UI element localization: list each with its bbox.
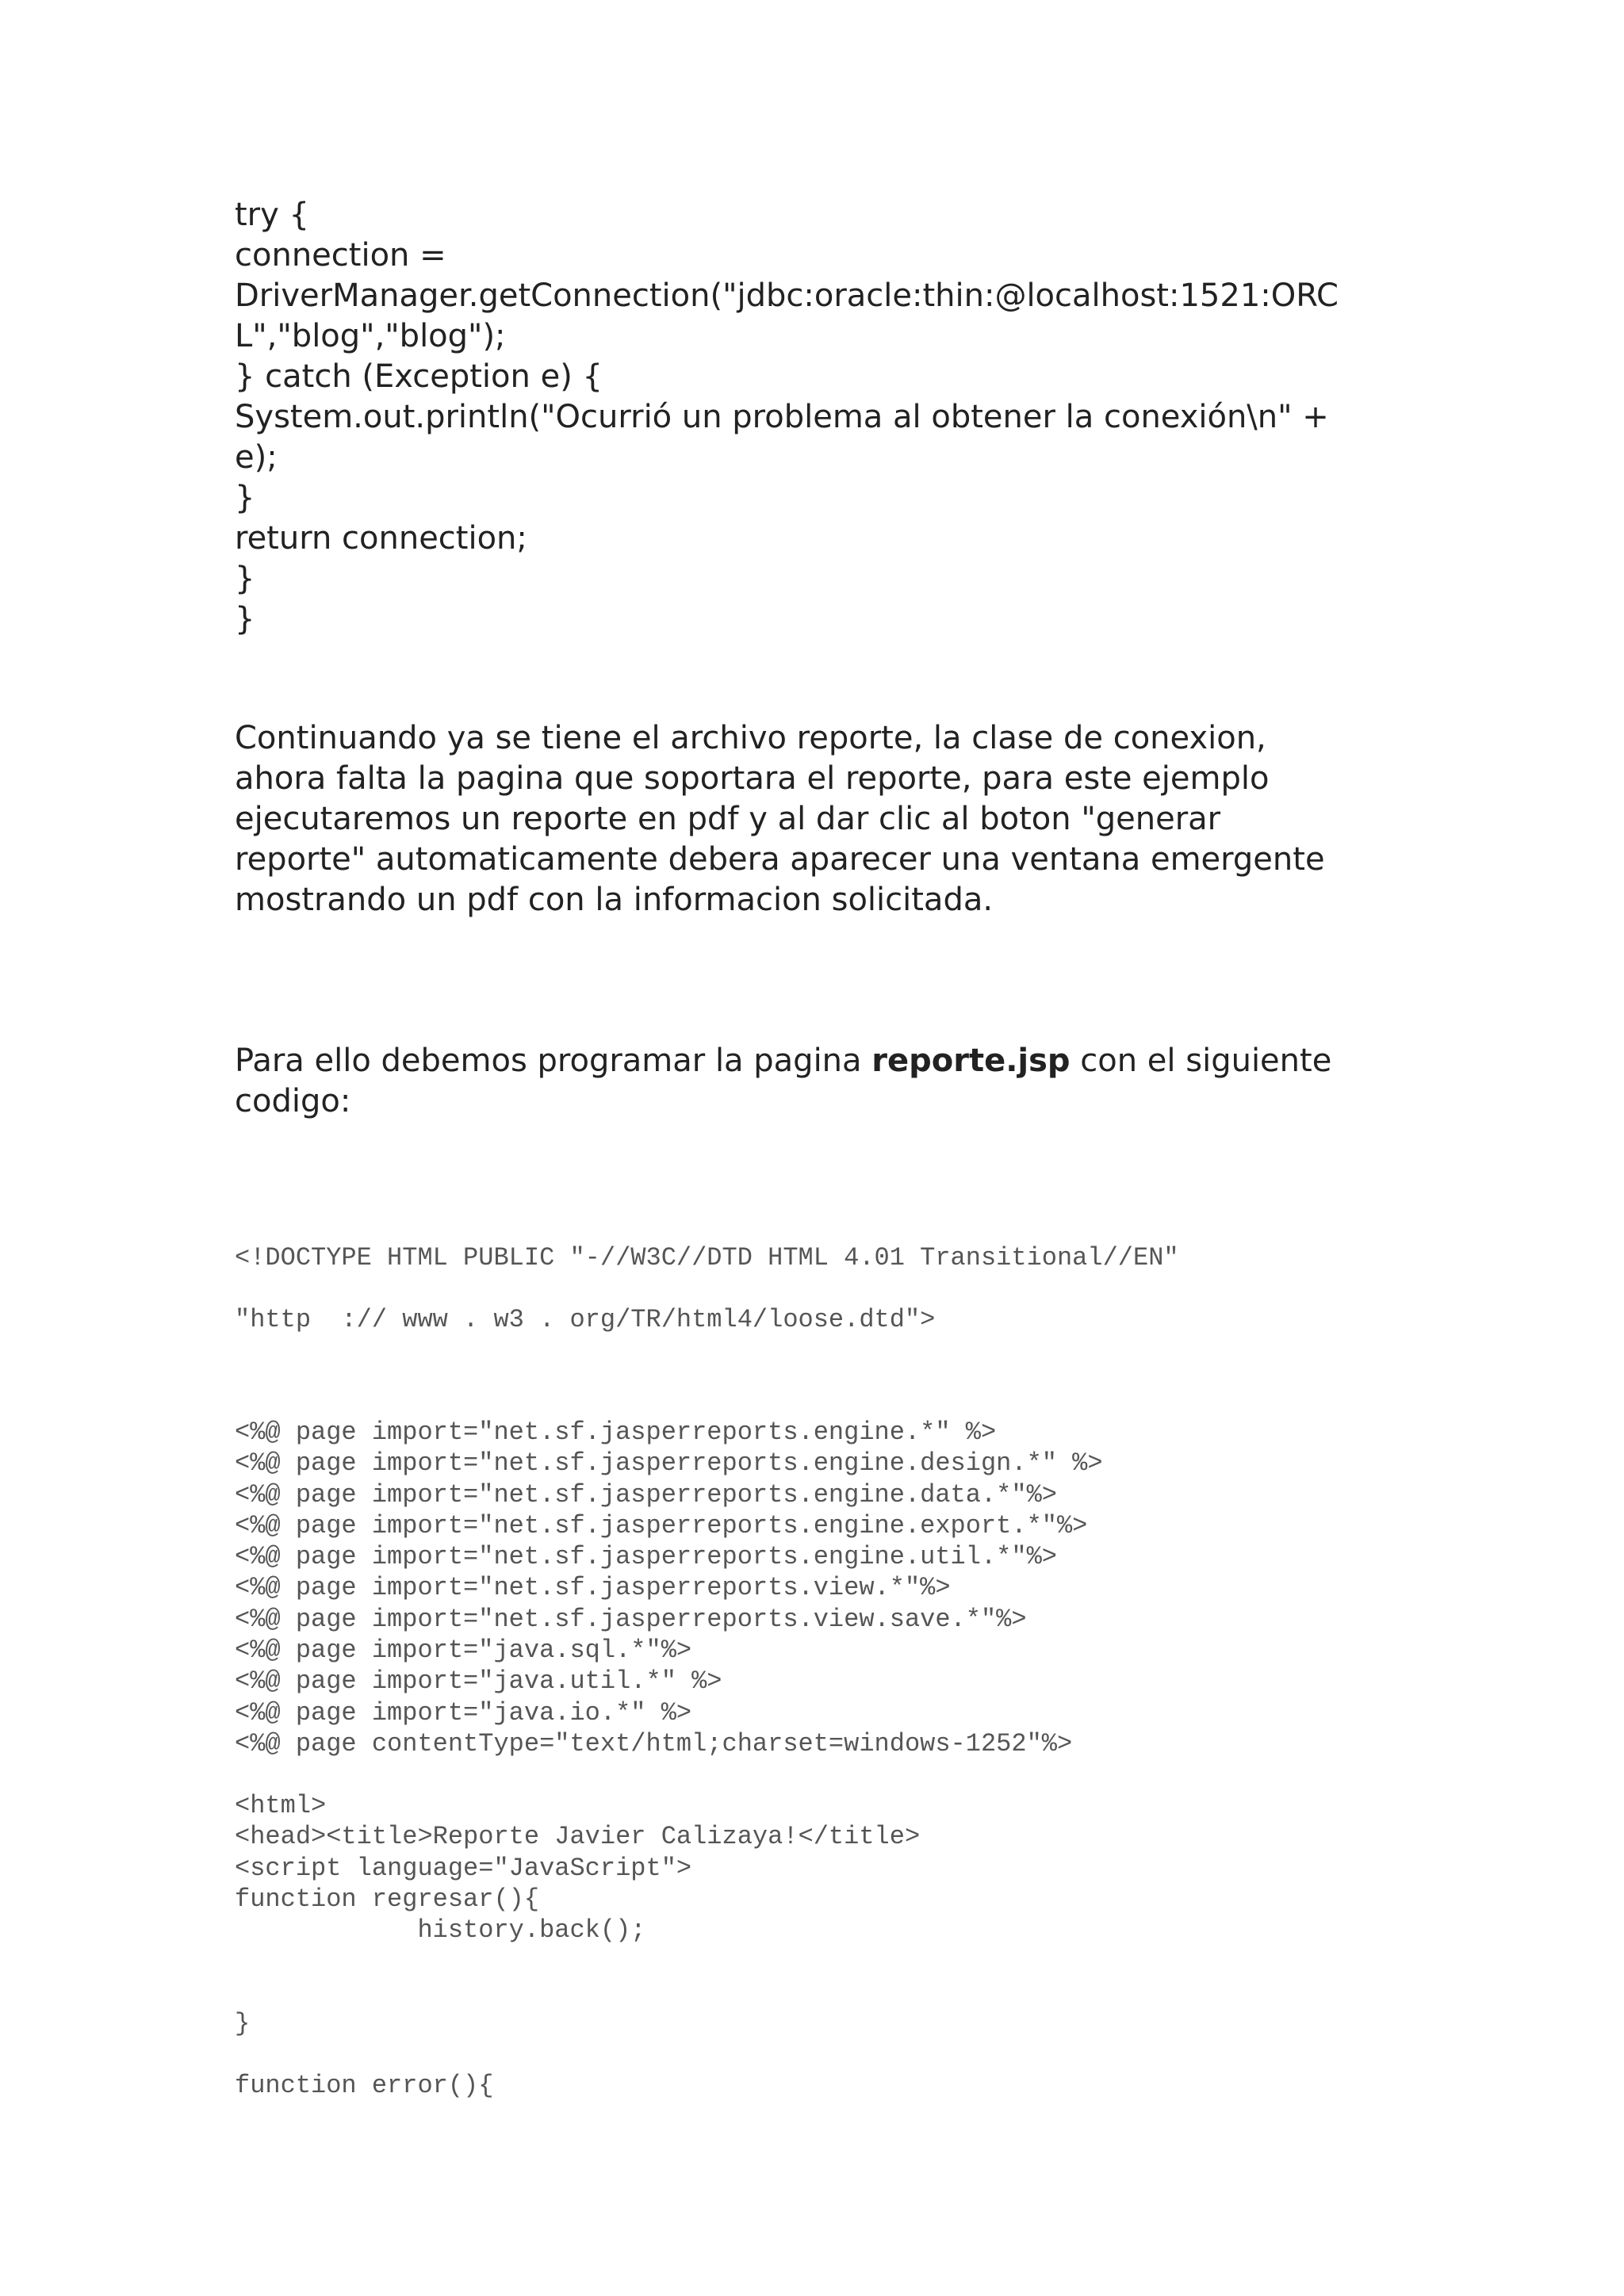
code-line: <%@ page import="net.sf.jasperreports.engine.design.*" %> (235, 1448, 1103, 1479)
code-line: <%@ page import="net.sf.jasperreports.engine.util.*"%> (235, 1542, 1057, 1572)
html-head-block (235, 1790, 1503, 1915)
imports-block (235, 1417, 1503, 1759)
java-code-block (235, 195, 1424, 640)
code-line: <%@ page import="net.sf.jasperreports.engine.data.*"%> (235, 1479, 1057, 1510)
paragraph-text: con el siguiente (1070, 1043, 1332, 1079)
code-line: } catch (Exception e) { (235, 358, 603, 395)
paragraph-line: ejecutaremos un reporte en pdf y al dar clic al boton "generar (235, 801, 1221, 837)
code-line: function regresar(){ (235, 1884, 540, 1914)
code-line: <%@ page import="java.io.*" %> (235, 1697, 692, 1728)
history-back-block (235, 1915, 1503, 1946)
code-line: } (235, 2009, 251, 2038)
code-line: DriverManager.getConnection("jdbc:oracle:thin:@localhost:1521:ORC (235, 277, 1339, 314)
code-line: history.back(); (235, 1915, 646, 1945)
filename-bold: reporte.jsp (871, 1043, 1071, 1079)
code-line: "http :// www . w3 . org/TR/html4/loose.dtd"> (235, 1305, 936, 1334)
code-line: <%@ page contentType="text/html;charset=windows-1252"%> (235, 1728, 1073, 1758)
code-line: <html> (235, 1791, 327, 1820)
code-line: return connection; (235, 520, 527, 557)
code-line: <%@ page import="net.sf.jasperreports.view.save.*"%> (235, 1604, 1027, 1634)
code-line: <!DOCTYPE HTML PUBLIC "-//W3C//DTD HTML 4.01 Transitional//EN" (235, 1243, 1179, 1272)
code-line: L","blog","blog"); (235, 318, 506, 354)
paragraph-line (235, 1041, 1424, 1081)
paragraph-line: Continuando ya se tiene el archivo reporte, la clase de conexion, (235, 720, 1266, 756)
code-line: <%@ page import="net.sf.jasperreports.engine.export.*"%> (235, 1510, 1088, 1540)
paragraph-line: mostrando un pdf con la informacion solicitada. (235, 882, 994, 918)
paragraph-line: ahora falta la pagina que soportara el reporte, para este ejemplo (235, 760, 1270, 797)
code-line: e); (235, 439, 278, 476)
code-line: <head><title>Reporte Javier Calizaya!</title> (235, 1822, 921, 1852)
paragraph-text: Para ello debemos programar la pagina (235, 1043, 872, 1079)
error-function-block (235, 2070, 1503, 2101)
doctype-block (235, 1227, 1503, 1351)
code-line: } (235, 561, 255, 597)
close-brace-block (235, 2008, 1503, 2039)
code-line: connection = (235, 237, 446, 274)
code-line: } (235, 601, 255, 637)
code-line: <%@ page import="java.sql.*"%> (235, 1636, 692, 1666)
explanation-paragraph (235, 718, 1424, 920)
code-line: <%@ page import="java.util.*" %> (235, 1667, 722, 1697)
code-line: try { (235, 197, 309, 233)
instruction-paragraph (235, 1041, 1424, 1122)
code-line: } (235, 480, 255, 516)
code-line: System.out.println("Ocurrió un problema al obtener la conexión\n" + (235, 399, 1329, 435)
code-line: <%@ page import="net.sf.jasperreports.engine.*" %> (235, 1418, 997, 1447)
code-line: function error(){ (235, 2071, 494, 2100)
paragraph-line: codigo: (235, 1083, 351, 1119)
code-line: <%@ page import="net.sf.jasperreports.view.*"%> (235, 1573, 951, 1603)
code-line: <script language="JavaScript"> (235, 1853, 692, 1883)
paragraph-line: reporte" automaticamente debera aparecer una ventana emergente (235, 841, 1325, 878)
